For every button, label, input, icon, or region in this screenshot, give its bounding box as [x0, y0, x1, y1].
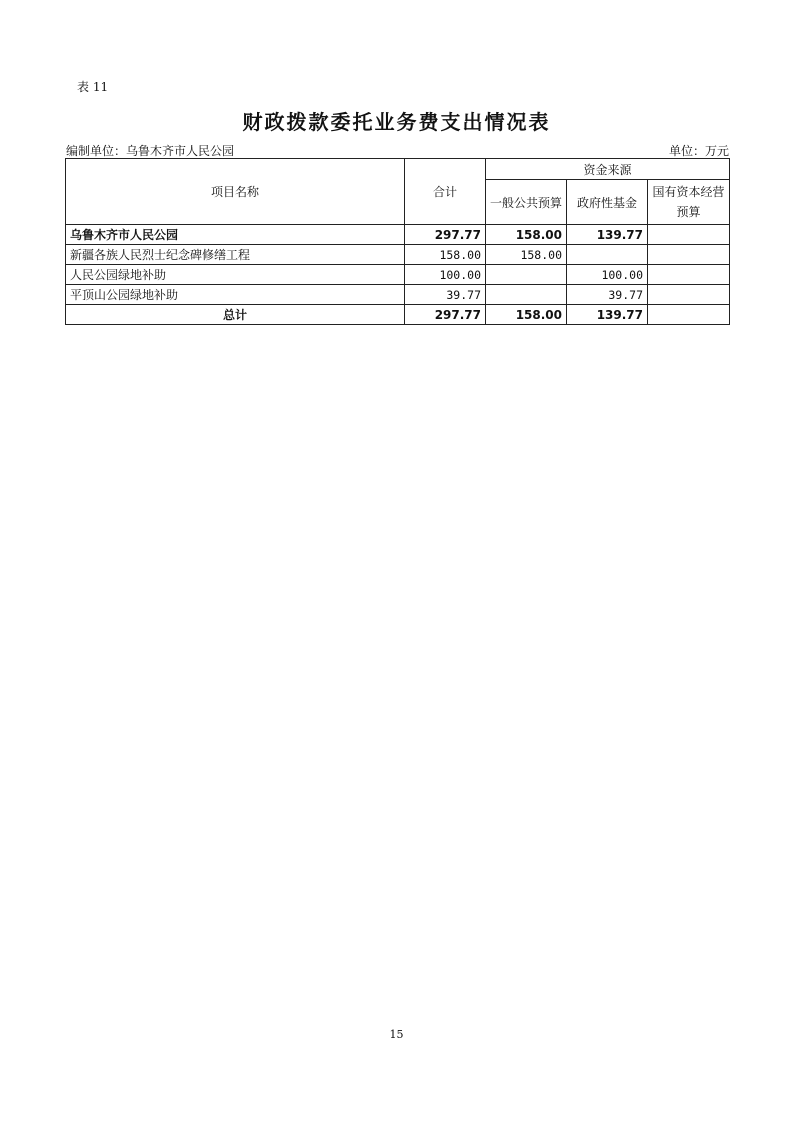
row-gov-fund	[567, 245, 648, 265]
unit-label: 单位：万元	[668, 144, 729, 158]
col-header-soe-line2: 预算	[676, 205, 701, 219]
row-soe-budget	[648, 225, 730, 245]
expense-table	[65, 158, 730, 325]
compiler-label: 编制单位：乌鲁木齐市人民公园	[66, 144, 235, 158]
table-label: 表 11	[77, 80, 109, 94]
page-title: 财政拨款委托业务费支出情况表	[242, 110, 551, 134]
row-name: 新疆各族人民烈士纪念碑修缮工程	[66, 245, 405, 265]
total-row-label: 总计	[66, 305, 405, 325]
table-row	[66, 285, 730, 305]
row-general-budget: 158.00	[486, 225, 567, 245]
row-gov-fund: 139.77	[567, 225, 648, 245]
col-header-funding-source: 资金来源	[486, 159, 730, 180]
total-row-gov-fund: 139.77	[567, 305, 648, 325]
row-general-budget	[486, 285, 567, 305]
meta-row	[66, 142, 729, 159]
page-number: 15	[389, 1028, 404, 1041]
col-header-project-name: 项目名称	[66, 159, 405, 225]
total-row-general-budget: 158.00	[486, 305, 567, 325]
row-gov-fund: 100.00	[567, 265, 648, 285]
total-row	[66, 305, 730, 325]
col-header-general-budget: 一般公共预算	[486, 180, 567, 225]
row-general-budget	[486, 265, 567, 285]
row-soe-budget	[648, 265, 730, 285]
col-header-gov-fund: 政府性基金	[567, 180, 648, 225]
row-total: 297.77	[405, 225, 486, 245]
total-row-soe-budget	[648, 305, 730, 325]
table-row	[66, 225, 730, 245]
row-name: 平顶山公园绿地补助	[66, 285, 405, 305]
row-name: 人民公园绿地补助	[66, 265, 405, 285]
row-total: 100.00	[405, 265, 486, 285]
row-soe-budget	[648, 285, 730, 305]
col-header-total: 合计	[405, 159, 486, 225]
row-name: 乌鲁木齐市人民公园	[66, 225, 405, 245]
row-general-budget: 158.00	[486, 245, 567, 265]
col-header-soe-budget	[648, 180, 730, 225]
row-gov-fund: 39.77	[567, 285, 648, 305]
total-row-total: 297.77	[405, 305, 486, 325]
table-header-row	[66, 159, 730, 180]
row-total: 39.77	[405, 285, 486, 305]
table-row	[66, 245, 730, 265]
table-row	[66, 265, 730, 285]
row-total: 158.00	[405, 245, 486, 265]
col-header-soe-line1: 国有资本经营	[652, 185, 725, 199]
row-soe-budget	[648, 245, 730, 265]
